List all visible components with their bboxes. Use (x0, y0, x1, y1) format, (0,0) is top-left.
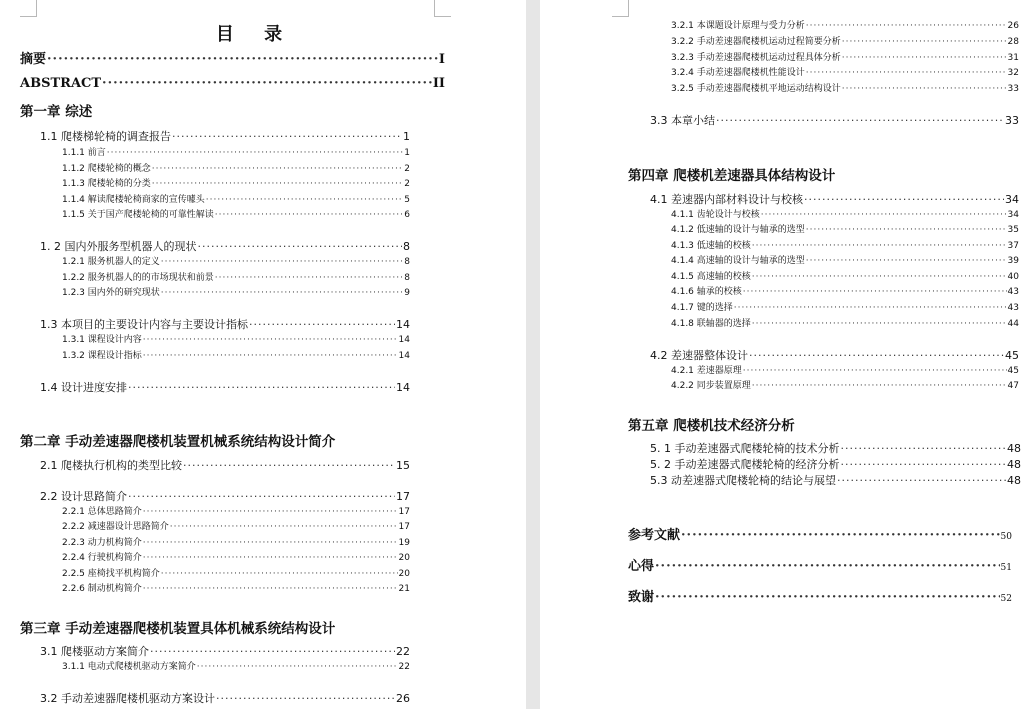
entry-label: 1.2.3 国内外的研究现状 (62, 288, 160, 298)
toc-entry[interactable] (650, 456, 1021, 472)
toc-entry[interactable] (40, 457, 410, 473)
entry-label: 2.2.4 行驶机构简介 (62, 553, 142, 563)
entry-label: 1. 2 国内外服务型机器人的现状 (40, 240, 197, 253)
toc-entry[interactable] (62, 659, 410, 672)
toc-entry[interactable] (671, 207, 1019, 220)
toc-entry[interactable] (62, 270, 410, 283)
toc-entry[interactable] (40, 128, 410, 144)
toc-entry[interactable] (62, 254, 410, 267)
toc-entry[interactable] (671, 316, 1019, 329)
dot-leader (152, 164, 404, 174)
entry-label: 2.2.5 座椅找平机构简介 (62, 569, 160, 579)
entry-page: 31 (1007, 53, 1019, 63)
toc-entry[interactable] (40, 379, 410, 395)
entry-page: 2 (404, 179, 410, 189)
entry-label: 3.3 本章小结 (650, 114, 715, 127)
dot-leader (806, 256, 1007, 266)
dot-leader (681, 528, 1000, 543)
entry-label: 4.1.2 低速轴的设计与轴承的选型 (671, 225, 805, 235)
entry-page: II (432, 76, 445, 91)
crop-mark (612, 0, 629, 17)
chapter-heading[interactable]: 第三章 手动差速器爬楼机装置具体机械系统结构设计 (20, 621, 336, 637)
toc-entry[interactable] (671, 363, 1019, 376)
toc-entry[interactable] (62, 535, 410, 548)
entry-page: 17 (398, 522, 410, 532)
chapter-heading[interactable]: 第二章 手动差速器爬楼机装置机械系统结构设计简介 (20, 434, 336, 450)
crop-mark (20, 0, 37, 17)
dot-leader (143, 584, 398, 594)
entry-page: 20 (398, 553, 410, 563)
toc-entry[interactable] (40, 643, 410, 659)
entry-page: 37 (1007, 241, 1019, 251)
dot-leader (841, 458, 1007, 471)
entry-label: 1.1.3 爬楼轮椅的分类 (62, 179, 151, 189)
entry-page: 9 (404, 288, 410, 298)
toc-entry[interactable] (62, 176, 410, 189)
dot-leader (752, 319, 1007, 329)
crop-mark (434, 0, 451, 17)
toc-entry[interactable] (40, 238, 410, 254)
dot-leader (143, 507, 398, 517)
entry-page: 28 (1007, 37, 1019, 47)
entry-label: 2.1 爬楼执行机构的类型比较 (40, 459, 182, 472)
toc-entry[interactable] (671, 269, 1019, 282)
toc-title: 目 录 (215, 24, 295, 45)
entry-page: 52 (1000, 594, 1012, 604)
dot-leader (161, 257, 404, 267)
entry-label: 4.2.2 同步装置原理 (671, 381, 751, 391)
entry-page: 6 (404, 210, 410, 220)
dot-leader (752, 272, 1007, 282)
dot-leader (806, 225, 1007, 235)
dot-leader (170, 522, 398, 532)
entry-page: 40 (1007, 272, 1019, 282)
dot-leader (143, 553, 398, 563)
dot-leader (143, 351, 398, 361)
dot-leader (752, 241, 1007, 251)
entry-page: 39 (1007, 256, 1019, 266)
entry-label: 致谢 (628, 590, 655, 605)
dot-leader (806, 21, 1007, 31)
entry-page: 5 (404, 195, 410, 205)
entry-label: 2.2.3 动力机构简介 (62, 538, 142, 548)
dot-leader (806, 68, 1007, 78)
dot-leader (749, 349, 1004, 362)
entry-page: 26 (396, 692, 410, 705)
dot-leader (216, 692, 395, 705)
entry-label: 1.2.1 服务机器人的定义 (62, 257, 160, 267)
toc-entry[interactable] (62, 519, 410, 532)
entry-label: 5.3 动差速器式爬楼轮椅的结论与展望 (650, 474, 836, 487)
chapter-heading[interactable]: 第四章 爬楼机差速器具体结构设计 (628, 168, 836, 184)
dot-leader (655, 559, 1000, 574)
entry-page: 19 (398, 538, 410, 548)
entry-label: 3.2.4 手动差速器爬楼机性能设计 (671, 68, 805, 78)
toc-entry[interactable] (671, 238, 1019, 251)
toc-entry[interactable] (671, 34, 1019, 47)
dot-leader (841, 442, 1007, 455)
toc-entry[interactable] (671, 18, 1019, 31)
dot-leader (215, 210, 404, 220)
entry-page: 8 (404, 273, 410, 283)
toc-entry[interactable] (671, 284, 1019, 297)
entry-page: 32 (1007, 68, 1019, 78)
entry-page: 43 (1007, 303, 1019, 313)
dot-leader (743, 366, 1007, 376)
entry-page: 34 (1005, 193, 1019, 206)
entry-page: 47 (1007, 381, 1019, 391)
entry-page: 14 (398, 335, 410, 345)
toc-entry[interactable] (671, 253, 1019, 266)
toc-entry-references[interactable] (628, 524, 1012, 543)
dot-leader (842, 53, 1007, 63)
dot-leader (804, 193, 1004, 206)
entry-page: 8 (403, 240, 410, 253)
toc-entry[interactable] (650, 440, 1021, 456)
entry-page: 33 (1005, 114, 1019, 127)
entry-label: 心得 (628, 559, 655, 574)
toc-entry[interactable] (671, 50, 1019, 63)
entry-page: 15 (396, 459, 410, 472)
entry-page: 8 (404, 257, 410, 267)
toc-entry[interactable] (650, 112, 1019, 128)
entry-label: 3.2.5 手动差速器爬楼机平地运动结构设计 (671, 84, 841, 94)
entry-page: 34 (1007, 210, 1019, 220)
entry-page: 35 (1007, 225, 1019, 235)
entry-page: 45 (1005, 349, 1019, 362)
entry-label: 4.1.4 高速轴的设计与轴承的选型 (671, 256, 805, 266)
toc-entry[interactable] (650, 472, 1021, 488)
toc-entry[interactable] (650, 347, 1019, 363)
dot-leader (161, 569, 398, 579)
entry-label: 2.2 设计思路简介 (40, 490, 127, 503)
entry-page: 22 (398, 662, 410, 672)
entry-page: 17 (396, 490, 410, 503)
entry-label: 4.1.1 齿轮设计与校核 (671, 210, 760, 220)
toc-entry-abstract-cn[interactable] (20, 48, 445, 67)
entry-label: ABSTRACT (20, 76, 102, 91)
entry-label: 2.2.1 总体思路简介 (62, 507, 142, 517)
toc-entry-reflections[interactable] (628, 555, 1012, 574)
entry-label: 3.2.1 本课题设计原理与受力分析 (671, 21, 805, 31)
entry-label: 3.2.3 手动差速器爬楼机运动过程具体分析 (671, 53, 841, 63)
entry-page: 43 (1007, 287, 1019, 297)
entry-label: 4.1.8 联轴器的选择 (671, 319, 751, 329)
entry-page: 20 (398, 569, 410, 579)
toc-entry[interactable] (62, 348, 410, 361)
dot-leader (198, 240, 403, 253)
entry-page: 21 (398, 584, 410, 594)
toc-entry[interactable] (671, 222, 1019, 235)
entry-label: 2.2.6 制动机构简介 (62, 584, 142, 594)
entry-label: 1.1.1 前言 (62, 148, 106, 158)
entry-label: 1.4 设计进度安排 (40, 381, 127, 394)
toc-entry[interactable] (40, 316, 410, 332)
toc-entry[interactable] (650, 191, 1019, 207)
chapter-heading[interactable]: 第一章 综述 (20, 104, 93, 120)
toc-entry[interactable] (40, 488, 410, 504)
entry-page: 14 (396, 381, 410, 394)
toc-entry[interactable] (671, 65, 1019, 78)
toc-entry[interactable] (62, 581, 410, 594)
dot-leader (215, 273, 404, 283)
entry-label: 3.1 爬楼驱动方案简介 (40, 645, 149, 658)
dot-leader (206, 195, 404, 205)
entry-label: 5. 2 手动差速器式爬楼轮椅的经济分析 (650, 458, 840, 471)
entry-page: 51 (1000, 563, 1012, 573)
dot-leader (47, 52, 438, 67)
dot-leader (761, 210, 1007, 220)
toc-entry[interactable] (62, 145, 410, 158)
toc-entry[interactable] (62, 285, 410, 298)
dot-leader (752, 381, 1007, 391)
entry-label: 4.1.7 键的选择 (671, 303, 733, 313)
entry-page: I (438, 52, 445, 67)
toc-entry[interactable] (40, 690, 410, 706)
entry-label: 2.2.2 减速器设计思路简介 (62, 522, 169, 532)
toc-entry[interactable] (671, 81, 1019, 94)
entry-page: 2 (404, 164, 410, 174)
toc-entry[interactable] (62, 550, 410, 563)
toc-entry-acknowledgements[interactable] (628, 586, 1012, 605)
toc-entry[interactable] (62, 566, 410, 579)
toc-entry[interactable] (671, 300, 1019, 313)
entry-label: 4.2.1 差速器原理 (671, 366, 742, 376)
entry-page: 44 (1007, 319, 1019, 329)
dot-leader (161, 288, 404, 298)
entry-page: 14 (398, 351, 410, 361)
dot-leader (128, 381, 395, 394)
entry-label: 1.1.5 关于国产爬楼轮椅的可靠性解读 (62, 210, 214, 220)
entry-page: 48 (1007, 442, 1021, 455)
toc-entry[interactable] (62, 192, 410, 205)
entry-page: 17 (398, 507, 410, 517)
toc-entry[interactable] (62, 207, 410, 220)
dot-leader (183, 459, 395, 472)
entry-label: 5. 1 手动差速器式爬楼轮椅的技术分析 (650, 442, 840, 455)
dot-leader (143, 538, 398, 548)
dot-leader (150, 645, 395, 658)
entry-page: 1 (404, 148, 410, 158)
entry-page: 48 (1007, 474, 1021, 487)
entry-label: 3.1.1 电动式爬楼机驱动方案简介 (62, 662, 196, 672)
dot-leader (197, 662, 398, 672)
toc-entry[interactable] (62, 504, 410, 517)
entry-label: 4.1 差速器内部材料设计与校核 (650, 193, 803, 206)
dot-leader (102, 76, 432, 91)
entry-label: 4.1.3 低速轴的校核 (671, 241, 751, 251)
entry-label: 1.3.2 课程设计指标 (62, 351, 142, 361)
entry-label: 4.1.6 轴承的校核 (671, 287, 742, 297)
toc-entry-abstract-en[interactable] (20, 76, 445, 91)
dot-leader (172, 130, 402, 143)
dot-leader (128, 490, 395, 503)
entry-label: 4.2 差速器整体设计 (650, 349, 748, 362)
dot-leader (655, 590, 1000, 605)
dot-leader (837, 474, 1006, 487)
entry-label: 4.1.5 高速轴的校核 (671, 272, 751, 282)
entry-label: 摘要 (20, 52, 47, 67)
entry-page: 45 (1007, 366, 1019, 376)
entry-label: 1.3 本项目的主要设计内容与主要设计指标 (40, 318, 248, 331)
entry-label: 3.2 手动差速器爬楼机驱动方案设计 (40, 692, 215, 705)
entry-page: 33 (1007, 84, 1019, 94)
dot-leader (152, 179, 404, 189)
chapter-heading[interactable]: 第五章 爬楼机技术经济分析 (628, 418, 795, 434)
entry-page: 48 (1007, 458, 1021, 471)
page-gutter (526, 0, 540, 709)
dot-leader (842, 84, 1007, 94)
dot-leader (143, 335, 398, 345)
dot-leader (107, 148, 404, 158)
entry-page: 26 (1007, 21, 1019, 31)
entry-label: 1.1 爬楼梯轮椅的调查报告 (40, 130, 171, 143)
toc-entry[interactable] (62, 332, 410, 345)
dot-leader (249, 318, 395, 331)
dot-leader (734, 303, 1007, 313)
entry-label: 参考文献 (628, 528, 681, 543)
entry-label: 1.1.4 解读爬楼轮椅商家的宣传噱头 (62, 195, 205, 205)
dot-leader (743, 287, 1007, 297)
entry-page: 50 (1000, 532, 1012, 542)
toc-entry[interactable] (62, 161, 410, 174)
entry-page: 14 (396, 318, 410, 331)
entry-page: 1 (403, 130, 410, 143)
entry-page: 22 (396, 645, 410, 658)
toc-entry[interactable] (671, 378, 1019, 391)
entry-label: 3.2.2 手动差速器爬楼机运动过程简要分析 (671, 37, 841, 47)
page-right (540, 0, 1035, 709)
dot-leader (842, 37, 1007, 47)
entry-label: 1.1.2 爬楼轮椅的概念 (62, 164, 151, 174)
entry-label: 1.2.2 服务机器人的的市场现状和前景 (62, 273, 214, 283)
entry-label: 1.3.1 课程设计内容 (62, 335, 142, 345)
dot-leader (716, 114, 1004, 127)
